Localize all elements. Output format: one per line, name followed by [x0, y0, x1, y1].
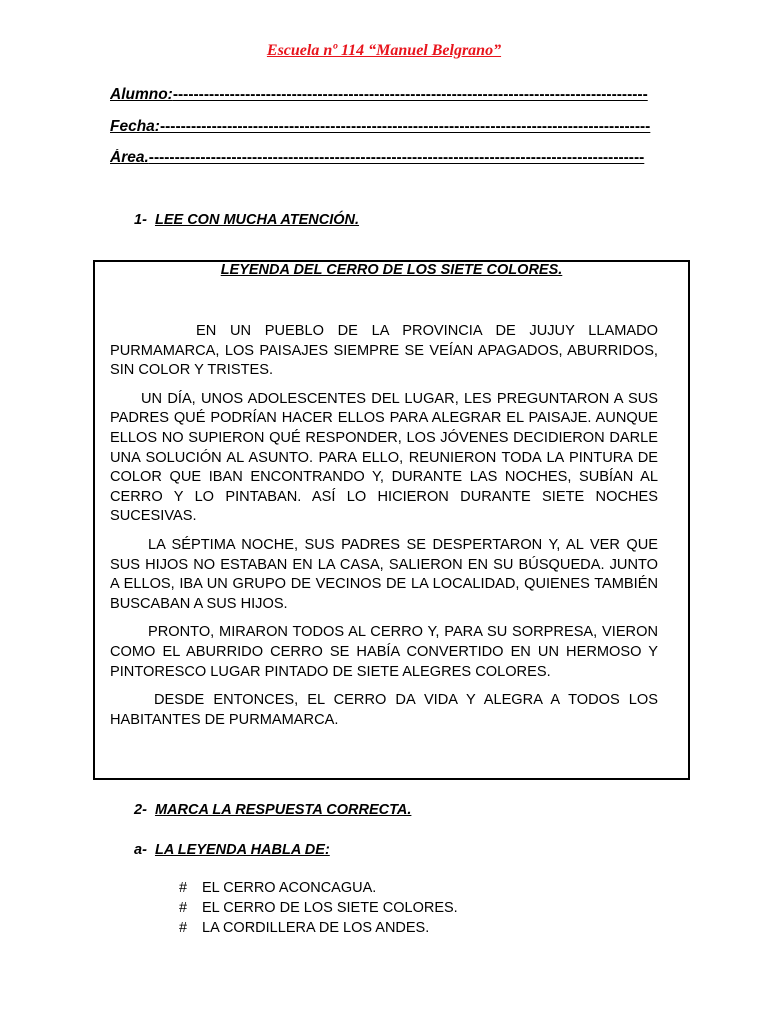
option-1-text: EL CERRO ACONCAGUA.: [202, 880, 377, 896]
date-dashes: -----------------------------------------------------------------------------------------------: [159, 118, 651, 135]
section-1-heading: [134, 212, 359, 228]
option-2-text: EL CERRO DE LOS SIETE COLORES.: [202, 900, 458, 916]
section-1-number: 1-: [134, 212, 147, 228]
section-2-heading: [134, 802, 411, 818]
answer-option-1[interactable]: [179, 878, 458, 898]
option-3-text: LA CORDILLERA DE LOS ANDES.: [202, 920, 430, 936]
area-field: [110, 149, 670, 167]
option-1-mark: #: [179, 880, 188, 896]
date-label: Fecha:: [110, 118, 160, 135]
option-2-mark: #: [179, 900, 188, 916]
date-field: [110, 118, 670, 136]
story-paragraph-5: DESDE ENTONCES, EL CERRO DA VIDA Y ALEGRA A TODOS LOS HABITANTES DE PURMAMARCA.: [110, 692, 658, 728]
student-name-dashes: --------------------------------------------------------------------------------------------: [172, 86, 648, 103]
school-title: Escuela nº 114 “Manuel Belgrano”: [266, 42, 502, 59]
section-2-title: MARCA LA RESPUESTA CORRECTA.: [154, 802, 412, 818]
student-name-field: [110, 86, 670, 104]
section-2-number: 2-: [134, 802, 147, 818]
story-paragraph-1: EN UN PUEBLO DE LA PROVINCIA DE JUJUY LLAMADO PURMAMARCA, LOS PAISAJES SIEMPRE SE VEÍAN APAGADOS, ABURRIDOS, SIN COLOR Y TRISTES.: [110, 323, 658, 379]
story-paragraph-2: UN DÍA, UNOS ADOLESCENTES DEL LUGAR, LES PREGUNTARON A SUS PADRES QUÉ PODRÍAN HACER ELLOS PARA ALEGRAR EL PAISAJE. AUNQUE ELLOS NO SUPIERON QUÉ RESPONDER, LOS JÓVENES DECIDIERON DARLE UNA SOLUCIÓN AL ASUNTO. PARA ELLO, REUNIERON TODA LA PINTURA DE COLOR QUE IBAN ENCONTRANDO Y, DURANTE LAS NOCHES, SUBÍAN AL CERRO Y LO PINTABAN. ASÍ LO HICIERON DURANTE SIETE NOCHES SUCESIVAS.: [110, 390, 658, 525]
story-paragraph-4: PRONTO, MIRARON TODOS AL CERRO Y, PARA SU SORPRESA, VIERON COMO EL ABURRIDO CERRO SE HABÍA CONVERTIDO EN UN HERMOSO Y PINTORESCO LUGAR PINTADO DE SIETE ALEGRES COLORES.: [110, 624, 658, 680]
story-paragraph-3: LA SÉPTIMA NOCHE, SUS PADRES SE DESPERTARON Y, AL VER QUE SUS HIJOS NO ESTABAN EN LA CASA, SALIERON EN SU BÚSQUEDA. JUNTO A ELLOS, IBA UN GRUPO DE VECINOS DE LA LOCALIDAD, QUIENES TAMBIÉN BUSCABAN A SUS HIJOS.: [110, 536, 658, 612]
question-a-title: LA LEYENDA HABLA DE:: [154, 842, 330, 858]
story-body: [110, 322, 658, 739]
area-label: Área.: [110, 149, 149, 166]
story-title: LEYENDA DEL CERRO DE LOS SIETE COLORES.: [220, 262, 563, 278]
answer-options: [179, 878, 458, 938]
question-a-number: a-: [134, 842, 147, 858]
area-dashes: ------------------------------------------------------------------------------------------------: [148, 149, 645, 166]
question-a-heading: [134, 842, 330, 858]
option-3-mark: #: [179, 920, 188, 936]
student-name-label: Alumno:: [110, 86, 173, 103]
answer-option-2[interactable]: [179, 898, 458, 918]
section-1-title: LEE CON MUCHA ATENCIÓN.: [154, 212, 360, 228]
answer-option-3[interactable]: [179, 918, 458, 938]
